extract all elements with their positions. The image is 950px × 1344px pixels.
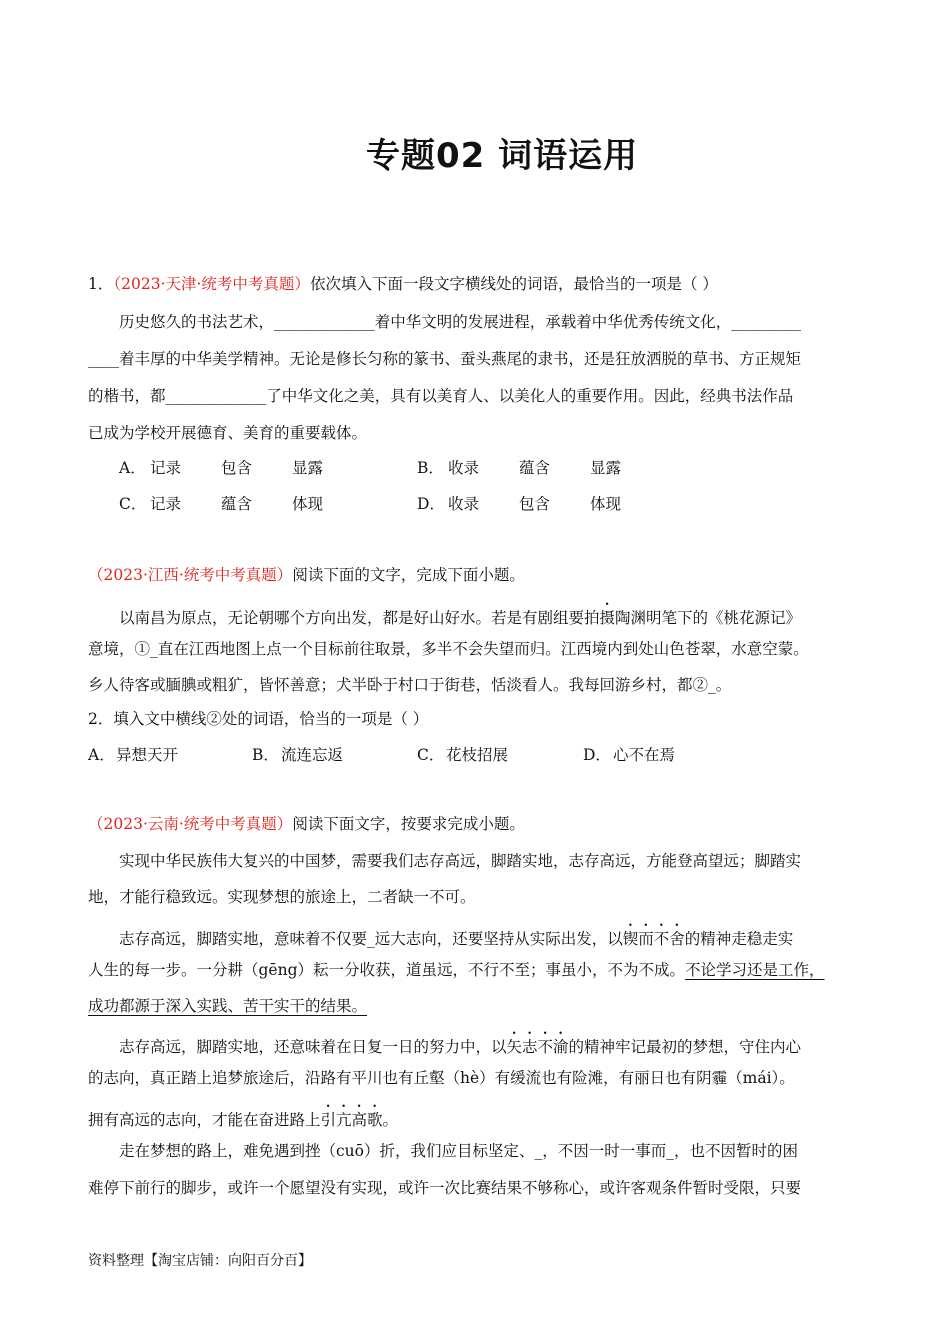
q3-passage-line: 走在梦想的路上，难免遇到挫（cuō）折，我们应目标坚定、_，不因一时一事而_，也不因暂时的困 (119, 1142, 798, 1160)
q2-header (88, 563, 525, 585)
q3-passage-line: 实现中华民族伟大复兴的中国梦，需要我们志存高远，脚踏实地，志存高远，方能登高望远；脚踏实 (119, 852, 802, 870)
q3-passage-line: 人生的每一步。一分耕（gēng）耘一分收获，道虽远，不行不至；事虽小，不为不成。不论学习还是工作， (88, 961, 825, 979)
q3-intro: 阅读下面文字，按要求完成小题。 (292, 815, 525, 833)
q3-source: （2023·云南·统考中考真题） (88, 815, 293, 833)
emphasis-phrase: 锲而不舍 (622, 930, 685, 948)
q1-passage-line: 的楷书，都_____________了中华文化之美，具有以美育人、以美化人的重要作用。因此，经典书法作品 (88, 387, 794, 405)
q3-passage-line: 志存高远，脚踏实地，意味着不仅要_远大志向，还要坚持从实际出发，以锲而不舍的精神走稳走实 (119, 930, 794, 948)
q1-header (88, 272, 718, 294)
q3-passage-line: 拥有高远的志向，才能在奋进路上引亢高歌。 (88, 1111, 399, 1129)
q1-passage-line: ____着丰厚的中华美学精神。无论是修长匀称的篆书、蚕头燕尾的隶书，还是狂放洒脱的草书、方正规矩 (88, 350, 802, 368)
q1-source: （2023·天津·统考中考真题） (113, 275, 310, 293)
q1-passage-line: 历史悠久的书法艺术，_____________着中华文明的发展进程，承载着中华优秀传统文化，_________ (119, 313, 802, 331)
emphasis-char: 摄 (599, 609, 616, 627)
q3-passage-line (88, 994, 367, 1016)
q1-stem: 依次填入下面一段文字横线处的词语，最恰当的一项是（ ） (309, 275, 718, 293)
footer-credit: 资料整理【淘宝店铺：向阳百分百】 (88, 1253, 312, 1269)
q3-header (88, 812, 525, 834)
q3-passage-line: 难停下前行的脚步，或许一个愿望没有实现，或许一次比赛结果不够称心，或许客观条件暂时受限，只要 (88, 1179, 802, 1197)
emphasis-phrase: 矢志不渝 (506, 1038, 569, 1056)
q2-passage-line: 乡人待客或腼腆或粗犷，皆怀善意；犬半卧于村口于街巷，恬淡看人。我每回游乡村，都②_。 (88, 676, 732, 694)
q3-passage-line: 地，才能行稳致远。实现梦想的旅途上，二者缺一不可。 (88, 888, 476, 906)
q3-passage-line: 志存高远，脚踏实地，还意味着在日复一日的努力中，以矢志不渝的精神牢记最初的梦想，守住内心 (119, 1038, 802, 1056)
page-title: 专题02 词语运用 (366, 136, 639, 176)
underlined-sentence: 成功都源于深入实践、苦干实干的结果。 (88, 997, 368, 1015)
q2-intro: 阅读下面的文字，完成下面小题。 (292, 566, 525, 584)
q1-passage-line: 已成为学校开展德育、美育的重要载体。 (88, 424, 368, 442)
q1-number: 1． (88, 275, 114, 293)
underlined-sentence: 不论学习还是工作， (685, 961, 825, 979)
q2-source: （2023·江西·统考中考真题） (88, 566, 293, 584)
q2-passage-line: 意境，①_直在江西地图上点一个目标前往取景，多半不会失望而归。江西境内到处山色苍翠，水意空蒙。 (88, 640, 809, 658)
q3-passage-line: 的志向，真正踏上追梦旅途后，沿路有平川也有丘壑（hè）有缓流也有险滩，有丽日也有阴霾（mái）。 (88, 1069, 795, 1087)
emphasis-phrase: 引亢高歌 (320, 1111, 383, 1129)
q2-stem: 2．填入文中横线②处的词语，恰当的一项是（ ） (88, 710, 429, 728)
q2-passage-line: 以南昌为原点，无论朝哪个方向出发，都是好山好水。若是有剧组要拍摄陶渊明笔下的《桃花源记》 (119, 609, 802, 627)
